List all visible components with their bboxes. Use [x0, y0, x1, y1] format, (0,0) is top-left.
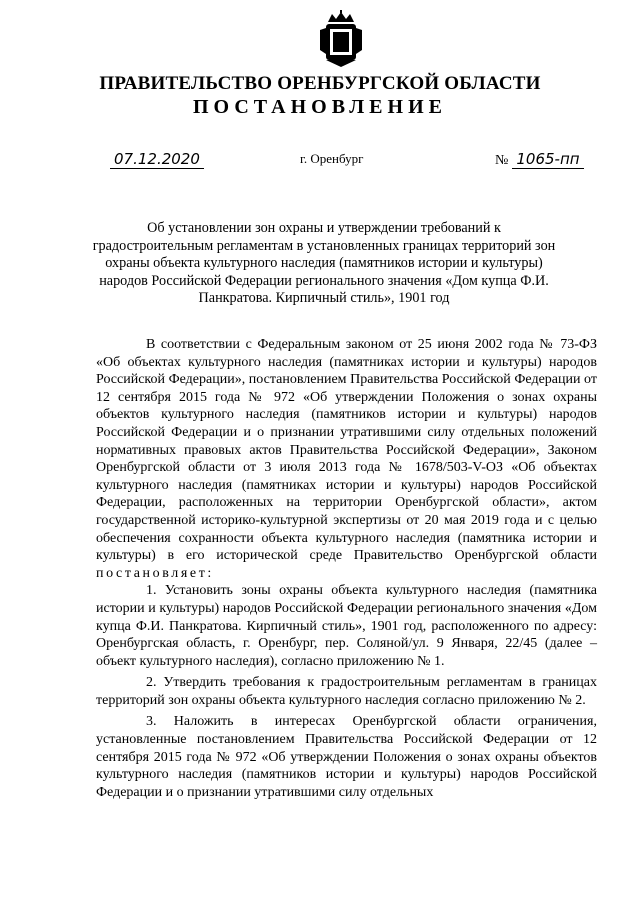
resolves-word: постановляет:: [96, 565, 214, 581]
document-city: г. Оренбург: [300, 151, 364, 166]
preamble-text: В соответствии с Федеральным законом от 25 июня 2002 года № 73-ФЗ «Об объектах культурного наследия (памятниках истории и культуры) народов Российской Федерации», постановлением Правительства Российской Федерации от 12 сентября 2015 года № 972 «Об утверждении Положения о зонах охраны объектов культурного наследия (памятников истории и культуры) народов Российской Федерации и о признании утратившими силу отдельных положений нормативных правовых актов Правительства Российской Федерации», Законом Оренбургской области от 3 июля 2013 года № 1678/503-V-ОЗ «Об объектах культурного наследия (памятниках истории и культуры) народов Российской Федерации, расположенных на территории Оренбургской области», актом государственной историко-культурной экспертизы от 20 мая 2019 года и с целью обеспечения сохранности объекта культурного наследия (памятника истории и культуры) в его исторической среде Правительство Оренбургской области: [96, 337, 597, 564]
document-body: [96, 336, 597, 801]
number-prefix: №: [495, 153, 509, 168]
item-3: 3. Наложить в интересах Оренбургской области ограничения, установленные постановлением Правительства Российской Федерации от 12 сентября 2015 года № 972 «Об утверждении Положения о зонах охраны объектов культурного наследия (памятников истории и культуры) народов Российской Федерации и о признании утратившими силу отдельных: [96, 714, 597, 800]
coat-of-arms-icon: [316, 10, 366, 68]
document-date: 07.12.2020: [110, 150, 204, 169]
item-2: 2. Утвердить требования к градостроительным регламентам в границах территорий зон охраны объекта культурного наследия согласно приложению № 2.: [96, 675, 597, 708]
document-title: Об установлении зон охраны и утверждении требований к градостроительным регламентам в установленных границах территорий зон охраны объекта культурного наследия (памятников истории и культуры) народов Российской Федерации регионального значения «Дом купца Ф.И. Панкратова. Кирпичный стиль», 1901 год: [92, 220, 556, 306]
number-value: 1065-пп: [512, 150, 583, 169]
organization-name: ПРАВИТЕЛЬСТВО ОРЕНБУРГСКОЙ ОБЛАСТИ: [99, 73, 541, 94]
document-type: ПОСТАНОВЛЕНИЕ: [193, 96, 447, 118]
item-1: 1. Установить зоны охраны объекта культурного наследия (памятника истории и культуры) народов Российской Федерации регионального значения «Дом купца Ф.И. Панкратова. Кирпичный стиль», 1901 год, расположенного по адресу: Оренбургская область, г. Оренбург, пер. Соляной/ул. 9 Января, 22/45 (далее – объект культурного наследия), согласно приложению № 1.: [96, 583, 597, 669]
document-number: [495, 150, 584, 169]
preamble-paragraph: [96, 336, 597, 582]
